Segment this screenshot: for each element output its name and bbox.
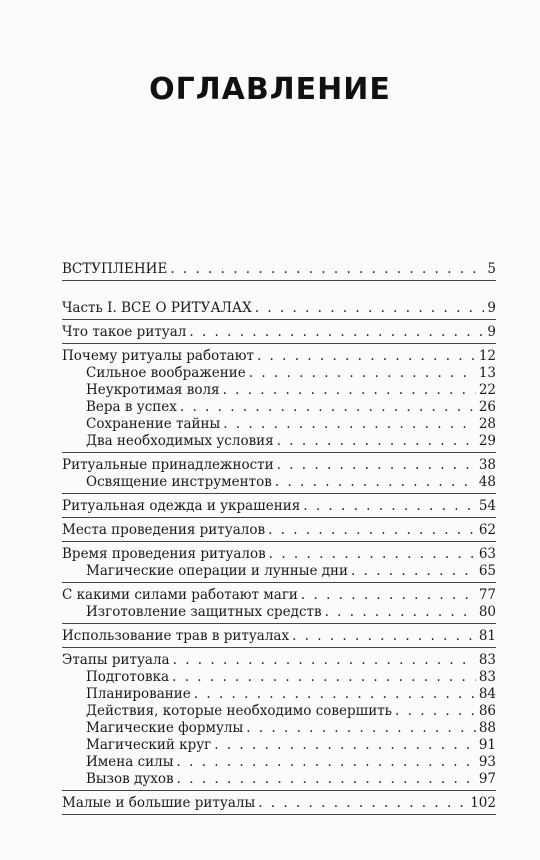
toc-entry [62, 628, 496, 645]
toc-entry [62, 652, 496, 669]
toc-page-number: 28 [478, 416, 496, 432]
toc-entry-title: Сильное воображение [86, 365, 246, 381]
toc-section [62, 300, 496, 320]
toc-subentry [62, 686, 496, 703]
toc-entry-title: Подготовка [86, 669, 170, 685]
toc-page-number: 77 [478, 587, 496, 603]
toc-entry-title: Вызов духов [86, 771, 174, 787]
toc-subentry [62, 563, 496, 580]
toc-section [62, 652, 496, 791]
dot-leader [351, 563, 476, 580]
toc-entry [62, 795, 496, 812]
dot-leader [223, 382, 476, 399]
toc-page-number: 83 [478, 669, 496, 685]
toc-section [62, 498, 496, 518]
toc-entry-title: Часть I. ВСЕ О РИТУАЛАХ [62, 300, 252, 316]
toc-subentry [62, 720, 496, 737]
dot-leader [176, 754, 475, 771]
dot-leader [214, 737, 476, 754]
dot-leader [268, 522, 476, 539]
toc-entry-title: Вера в успех [86, 399, 177, 415]
toc-entry-title: Ритуальные принадлежности [62, 457, 274, 473]
toc-section [62, 324, 496, 344]
toc-entry-title: Время проведения ритуалов [62, 546, 266, 562]
toc-page-number: 48 [478, 474, 496, 490]
toc-subentry [62, 365, 496, 382]
dot-leader [223, 416, 476, 433]
toc-entry-title: Два необходимых условия [86, 433, 274, 449]
toc-entry-title: Планирование [86, 686, 191, 702]
toc-page-number: 84 [478, 686, 496, 702]
dot-leader [325, 604, 476, 621]
toc-entry-title: Места проведения ритуалов [62, 522, 266, 538]
toc-entry [62, 546, 496, 563]
toc-section [62, 795, 496, 815]
toc-entry [62, 522, 496, 539]
toc-entry [62, 498, 496, 515]
dot-leader [292, 628, 476, 645]
toc-page-number: 97 [478, 771, 496, 787]
dot-leader [277, 433, 476, 450]
toc-page-number: 88 [478, 720, 496, 736]
toc-subentry [62, 416, 496, 433]
toc-entry [62, 261, 496, 278]
toc-subentry [62, 754, 496, 771]
toc-entry [62, 348, 496, 365]
dot-leader [170, 261, 484, 278]
toc-entry [62, 324, 496, 341]
toc-entry-title: Имена силы [86, 754, 174, 770]
dot-leader [275, 474, 476, 491]
dot-leader [180, 399, 476, 416]
toc-page-number: 63 [478, 546, 496, 562]
toc-page-number: 9 [487, 300, 496, 316]
toc-subentry [62, 382, 496, 399]
toc-section [62, 587, 496, 624]
toc-page-number: 62 [478, 522, 496, 538]
toc-section [62, 628, 496, 648]
toc-entry-title: Использование трав в ритуалах [62, 628, 290, 644]
toc-subentry [62, 433, 496, 450]
toc-page-number: 91 [478, 737, 496, 753]
toc-entry-title: С какими силами работают маги [62, 587, 298, 603]
toc-entry-title: Сохранение тайны [86, 416, 221, 432]
toc-section [62, 522, 496, 542]
dot-leader [249, 365, 476, 382]
toc-section [62, 348, 496, 453]
toc-page-number: 29 [478, 433, 496, 449]
toc-subentry [62, 474, 496, 491]
toc-subentry [62, 737, 496, 754]
dot-leader [257, 348, 476, 365]
dot-leader [173, 652, 476, 669]
toc-page-number: 12 [478, 348, 496, 364]
dot-leader [194, 686, 476, 703]
toc-subentry [62, 771, 496, 788]
toc-entry [62, 300, 496, 317]
toc-entry-title: Действия, которые необходимо совершить [86, 703, 393, 719]
dot-leader [177, 771, 476, 788]
toc-subentry [62, 669, 496, 686]
toc-page-number: 102 [470, 795, 496, 811]
toc-entry-title: Что такое ритуал [62, 324, 187, 340]
toc-entry-title: Малые и большие ритуалы [62, 795, 256, 811]
page-title: ОГЛАВЛЕНИЕ [149, 72, 391, 107]
toc-page-number: 54 [478, 498, 496, 514]
toc-entry-title: Неукротимая воля [86, 382, 220, 398]
toc-page-number: 9 [487, 324, 496, 340]
toc-entry-title: Изготовление защитных средств [86, 604, 322, 620]
toc-entry [62, 457, 496, 474]
toc-section [62, 546, 496, 583]
dot-leader [269, 546, 476, 563]
toc-page-number: 93 [478, 754, 496, 770]
toc-page-number: 5 [487, 261, 496, 277]
toc-section [62, 457, 496, 494]
dot-leader [277, 457, 476, 474]
toc-entry-title: Почему ритуалы работают [62, 348, 254, 364]
toc-page-number: 26 [478, 399, 496, 415]
dot-leader [172, 669, 476, 686]
toc-entry-title: Ритуальная одежда и украшения [62, 498, 301, 514]
toc-entry-title: ВСТУПЛЕНИЕ [62, 261, 168, 277]
toc-page-number: 86 [478, 703, 496, 719]
toc-subentry [62, 703, 496, 720]
toc-page-number: 38 [478, 457, 496, 473]
toc-entry-title: Магический круг [86, 737, 212, 753]
toc-page-number: 81 [478, 628, 496, 644]
toc-page-number: 65 [478, 563, 496, 579]
toc-entry [62, 587, 496, 604]
dot-leader [246, 720, 476, 737]
dot-leader [303, 498, 476, 515]
table-of-contents [62, 261, 496, 819]
dot-leader [189, 324, 484, 341]
toc-section [62, 261, 496, 281]
toc-page-number: 83 [478, 652, 496, 668]
dot-leader [258, 795, 467, 812]
dot-leader [255, 300, 485, 317]
dot-leader [301, 587, 476, 604]
toc-page-number: 22 [478, 382, 496, 398]
toc-subentry [62, 604, 496, 621]
dot-leader [395, 703, 476, 720]
toc-entry-title: Магические операции и лунные дни [86, 563, 349, 579]
toc-subentry [62, 399, 496, 416]
toc-page-number: 80 [478, 604, 496, 620]
toc-entry-title: Магические формулы [86, 720, 244, 736]
toc-entry-title: Этапы ритуала [62, 652, 170, 668]
toc-entry-title: Освящение инструментов [86, 474, 272, 490]
toc-page-number: 13 [478, 365, 496, 381]
